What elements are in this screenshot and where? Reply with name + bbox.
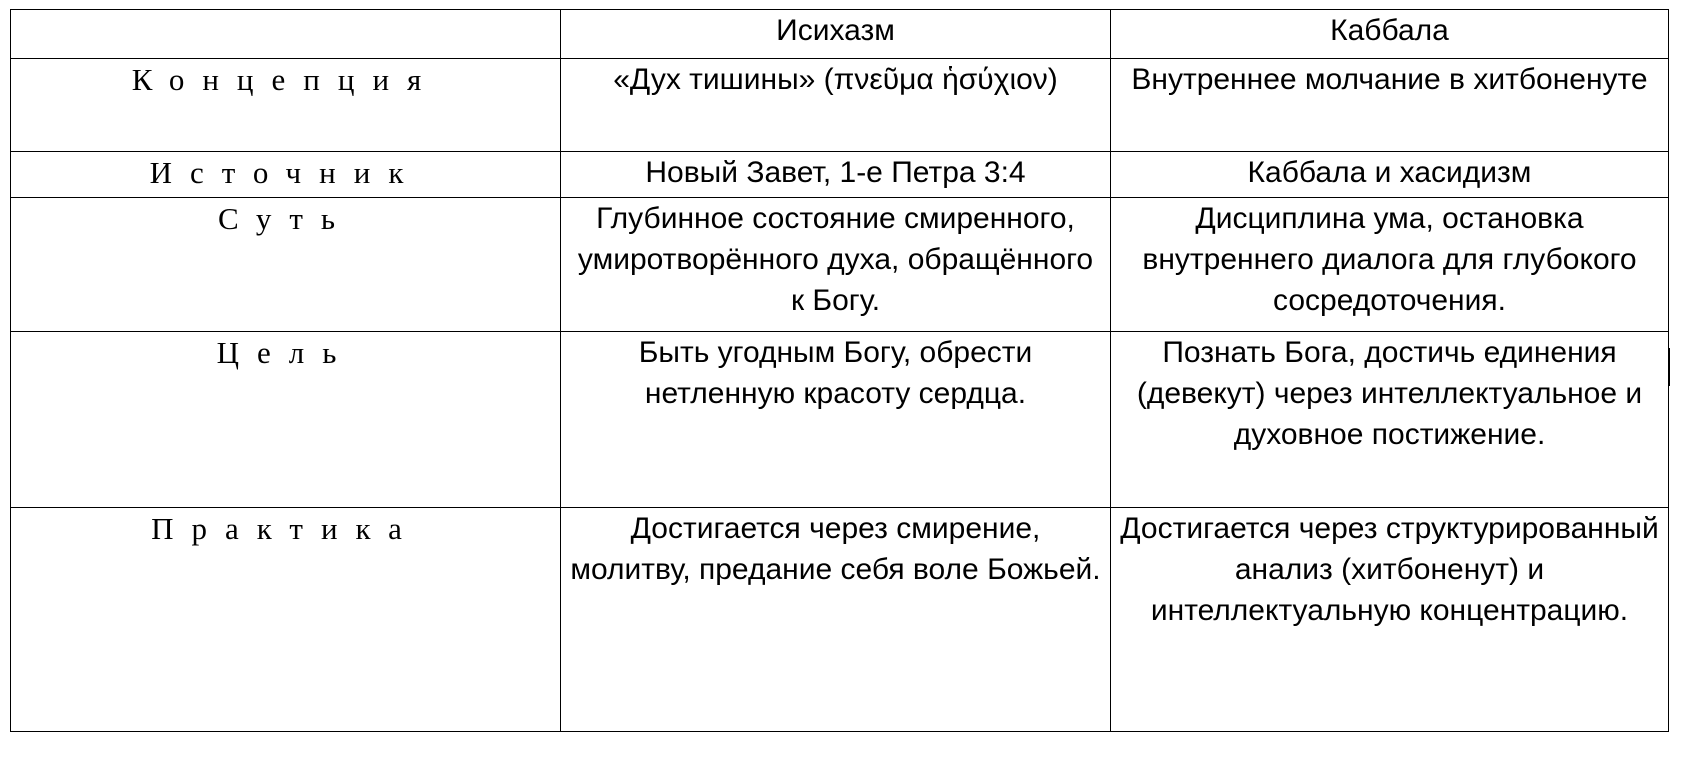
cell-practice-hesychasm: Достигается через смирение, молитву, предание себя воле Божьей. xyxy=(561,508,1111,732)
cell-goal-hesychasm: Быть угодным Богу, обрести нетленную красоту сердца. xyxy=(561,332,1111,508)
cell-concept-kabbalah: Внутреннее молчание в хитбоненуте xyxy=(1111,59,1669,152)
table-row xyxy=(11,332,1669,508)
row-label-essence: Суть xyxy=(11,198,561,332)
header-kabbalah: Каббала xyxy=(1111,10,1669,59)
row-label-practice: Практика xyxy=(11,508,561,732)
cell-practice-kabbalah: Достигается через структурированный анализ (хитбоненут) и интеллектуальную концентрацию. xyxy=(1111,508,1669,732)
header-hesychasm: Исихазм xyxy=(561,10,1111,59)
cell-essence-hesychasm: Глубинное состояние смиренного, умиротворённого духа, обращённого к Богу. xyxy=(561,198,1111,332)
row-label-source: Источник xyxy=(11,152,561,198)
text-cursor xyxy=(1668,348,1670,386)
header-empty-cell xyxy=(11,10,561,59)
cell-source-hesychasm: Новый Завет, 1-е Петра 3:4 xyxy=(561,152,1111,198)
row-label-goal: Цель xyxy=(11,332,561,508)
table-row xyxy=(11,59,1669,152)
comparison-table xyxy=(10,9,1669,732)
table-row xyxy=(11,152,1669,198)
table-row xyxy=(11,198,1669,332)
cell-concept-hesychasm: «Дух тишины» (πνεῦμα ἡσύχιον) xyxy=(561,59,1111,152)
cell-essence-kabbalah: Дисциплина ума, остановка внутреннего диалога для глубокого сосредоточения. xyxy=(1111,198,1669,332)
row-label-concept: Концепция xyxy=(11,59,561,152)
table-header-row xyxy=(11,10,1669,59)
table-row xyxy=(11,508,1669,732)
cell-source-kabbalah: Каббала и хасидизм xyxy=(1111,152,1669,198)
cell-goal-kabbalah: Познать Бога, достичь единения (девекут) через интеллектуальное и духовное постижение. xyxy=(1111,332,1669,508)
